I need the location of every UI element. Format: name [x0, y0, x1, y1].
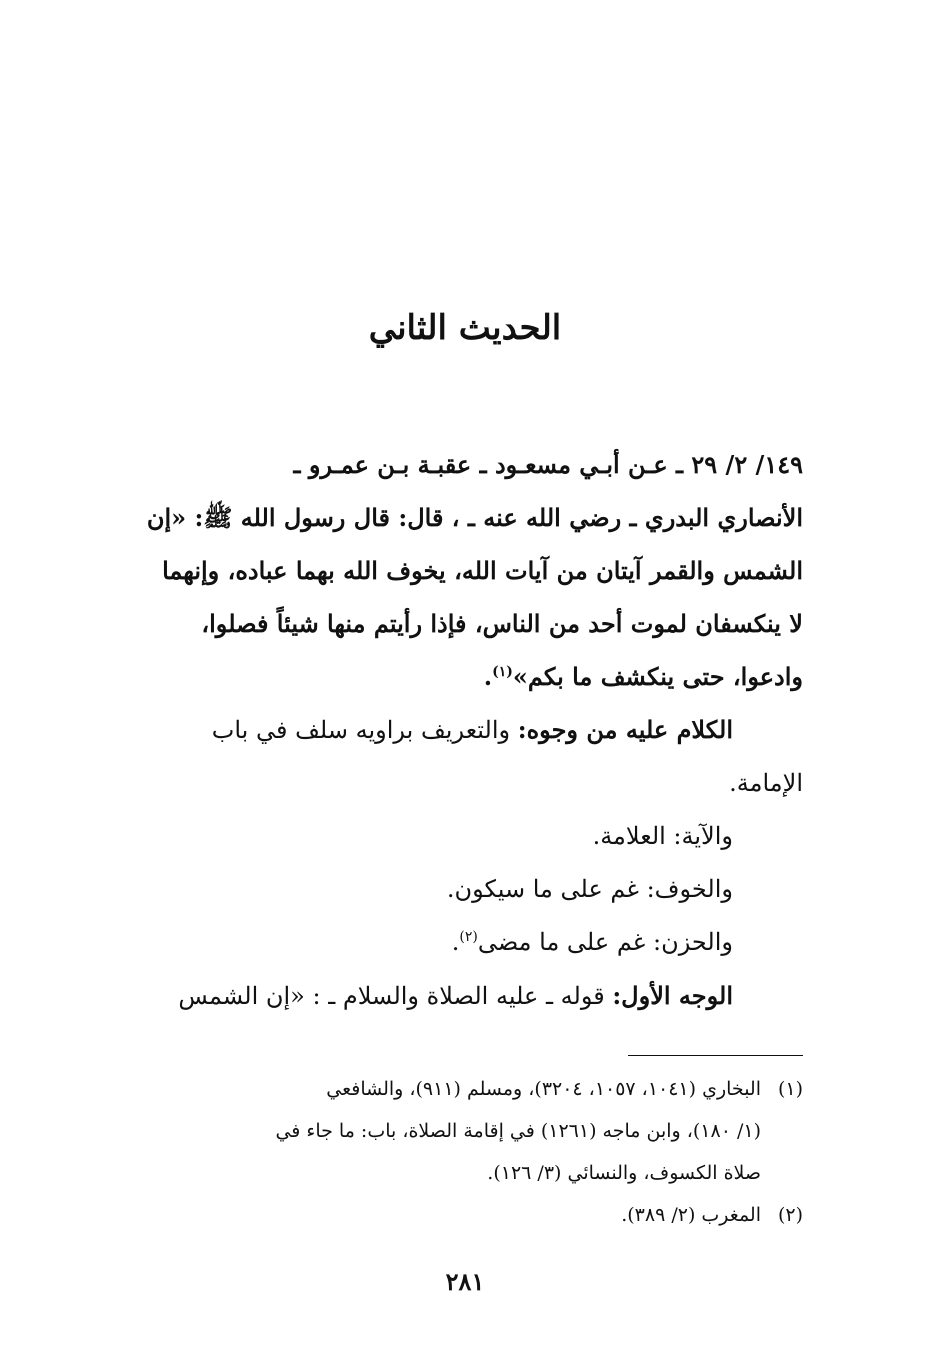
hadith-line-4: لا ينكسفان لموت أحد من الناس، فإذا رأيتم منها شيئاً فصلوا،	[201, 609, 803, 638]
footnote-separator	[628, 1055, 803, 1056]
commentary-continuation: الإمامة.	[729, 769, 803, 797]
footnote-1	[133, 1068, 803, 1194]
hadith-line-1: ١٤٩/ ٢/ ٢٩ ـ عـن أبـي مسعـود ـ عقبـة بـن عمـرو ـ	[293, 450, 803, 479]
definition-grief: والحزن: غم على ما مضى$^{(٢)}$.	[451, 928, 733, 956]
definition-fear: والخوف: غم على ما سيكون.	[446, 875, 733, 903]
footnote-number: (٢)	[777, 1204, 803, 1226]
main-text	[133, 438, 803, 1023]
footnote-text: البخاري (١٠٤١، ١٠٥٧، ٣٢٠٤)، ومسلم (٩١١)، والشافعي (١/ ١٨٠)، وابن ماجه (١٢٦١) في إقامة الصلاة، باب: ما جاء في صلاة الكسوف، والنسائي (٣/ ١٢٦).	[275, 1078, 761, 1184]
commentary-paragraph: الكلام عليه من وجوه: والتعريف براويه سلف في باب	[211, 715, 733, 744]
footnote-2	[133, 1194, 803, 1236]
footnote-marker-1: (١)	[492, 664, 513, 680]
page-title: الحديث الثاني	[368, 308, 562, 348]
hadith-line-2: الأنصاري البدري ـ رضي الله عنه ـ ، قال: قال رسول الله ﷺ: «إن	[146, 503, 803, 532]
footnote-marker-2: (٢)	[459, 929, 478, 945]
page-number: ٢٨١	[445, 1267, 485, 1296]
commentary-lead: الكلام عليه من وجوه:	[517, 715, 733, 744]
footnote-number: (١)	[777, 1078, 803, 1100]
footnote-text: المغرب (٢/ ٣٨٩).	[621, 1204, 761, 1226]
hadith-paragraph	[133, 438, 803, 703]
hadith-reference: ١٤٩/ ٢/ ٢٩	[691, 450, 803, 479]
first-aspect-paragraph: الوجه الأول: قوله ـ عليه الصلاة والسلام ـ : «إن الشمس	[178, 981, 733, 1010]
footnotes	[133, 1068, 803, 1236]
first-aspect-lead: الوجه الأول:	[612, 981, 733, 1010]
hadith-line-3: الشمس والقمر آيتان من آيات الله، يخوف الله بهما عباده، وإنهما	[162, 556, 803, 585]
definition-sign: والآية: العلامة.	[592, 822, 733, 850]
hadith-line-5: وادعوا، حتى ينكشف ما بكم»$^{(١)}$.	[483, 662, 803, 691]
